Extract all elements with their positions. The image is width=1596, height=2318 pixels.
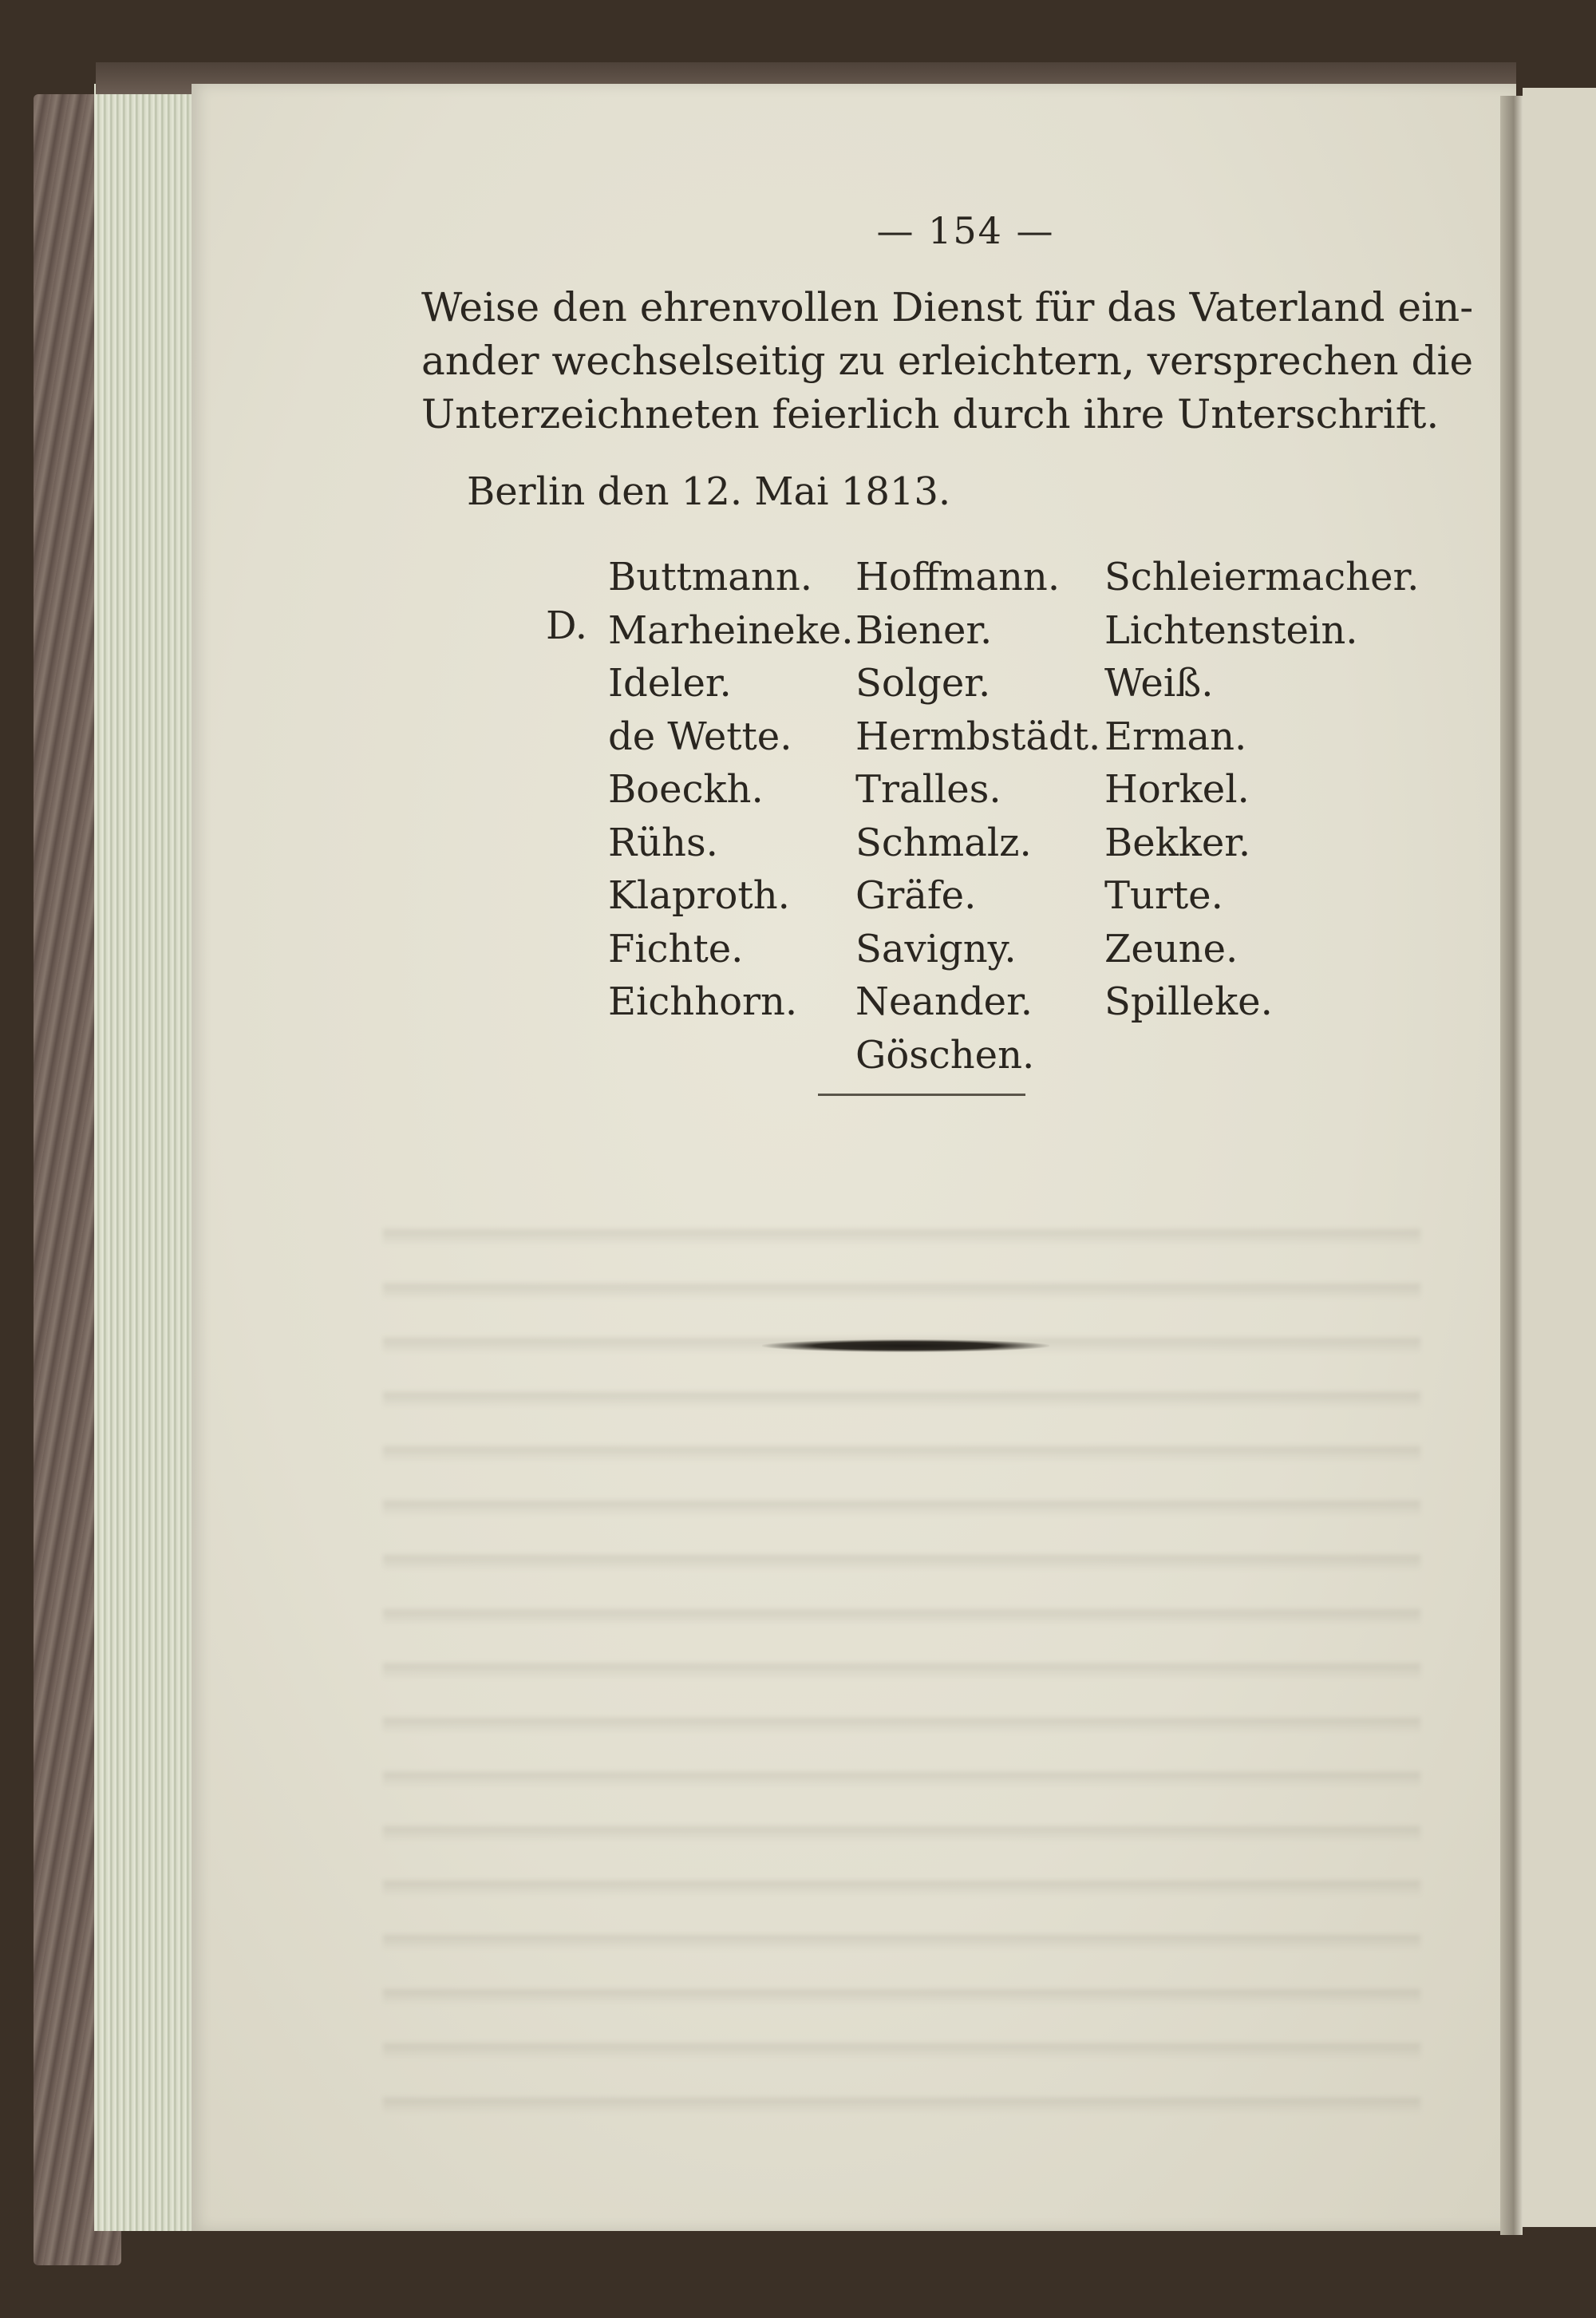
dateline: Berlin den 12. Mai 1813. xyxy=(467,469,951,514)
signature: Solger. xyxy=(855,661,991,706)
signature: Neander. xyxy=(855,979,1033,1024)
signature: Lichtenstein. xyxy=(1104,607,1358,653)
signature: Eichhorn. xyxy=(608,979,798,1024)
signature: Turte. xyxy=(1104,873,1223,918)
signature: Göschen. xyxy=(855,1032,1035,1078)
ornamental-rule xyxy=(762,1339,1049,1352)
signature: Boeckh. xyxy=(608,767,764,812)
signature: Klaproth. xyxy=(608,873,790,918)
page-fold xyxy=(1500,96,1523,2235)
divider-line xyxy=(818,1094,1025,1096)
signature: Bekker. xyxy=(1104,820,1251,865)
signature: Fichte. xyxy=(608,926,744,971)
signature: Horkel. xyxy=(1104,767,1250,812)
paragraph-line: ander wechselseitig zu erleichtern, versprechen die xyxy=(421,338,1474,384)
signature: Schmalz. xyxy=(855,820,1032,865)
signature: Schleiermacher. xyxy=(1104,555,1420,599)
signature: Biener. xyxy=(855,607,993,653)
signature: Ideler. xyxy=(608,661,732,706)
signature: Rühs. xyxy=(608,820,718,865)
signature-column-1 xyxy=(608,551,853,1029)
signature: Erman. xyxy=(1104,714,1247,759)
signature-column-2 xyxy=(855,551,1100,1082)
signature: Hermbstädt. xyxy=(855,714,1101,759)
facing-page-edge xyxy=(1523,88,1596,2227)
signature-column-3 xyxy=(1104,551,1419,1029)
signature: Zeune. xyxy=(1104,926,1238,971)
signature: de Wette. xyxy=(608,714,792,759)
title-prefix: D. xyxy=(546,603,588,648)
signature: Gräfe. xyxy=(855,873,977,918)
signature: Savigny. xyxy=(855,926,1017,971)
body-paragraph xyxy=(421,281,1474,441)
signature: Marheineke. xyxy=(608,607,854,653)
signature: Hoffmann. xyxy=(855,555,1061,599)
page-edges xyxy=(94,84,198,2231)
paragraph-line: Weise den ehrenvollen Dienst für das Vaterland ein- xyxy=(421,284,1474,330)
signature: Tralles. xyxy=(855,767,1001,812)
show-through xyxy=(383,1197,1420,2115)
signature: Buttmann. xyxy=(608,555,812,599)
signature: Weiß. xyxy=(1104,661,1214,706)
signature: Spilleke. xyxy=(1104,979,1273,1024)
paragraph-line: Unterzeichneten feierlich durch ihre Unterschrift. xyxy=(421,391,1440,437)
page-number: — 154 — xyxy=(876,209,1055,252)
